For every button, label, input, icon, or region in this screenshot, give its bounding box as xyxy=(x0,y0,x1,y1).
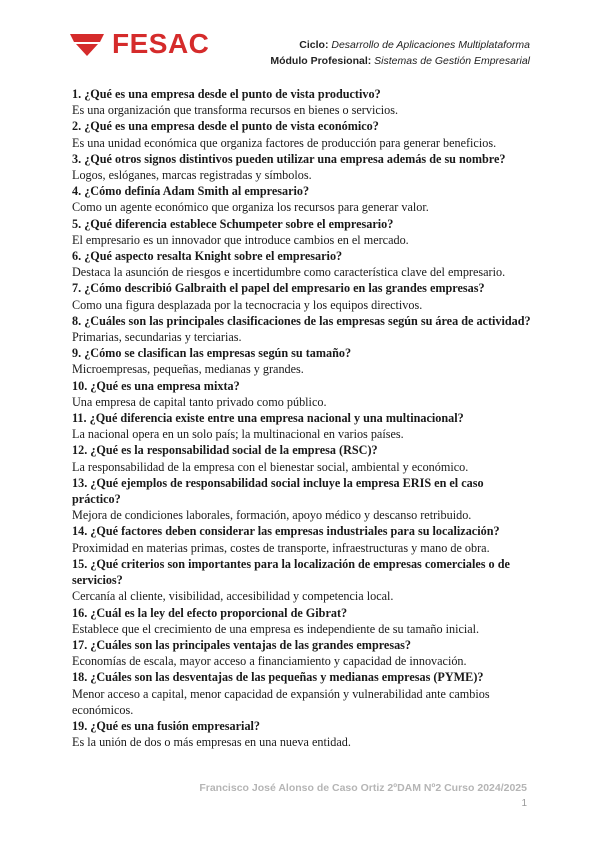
question: 13. ¿Qué ejemplos de responsabilidad social incluye la empresa ERIS en el caso práctico? xyxy=(72,475,484,507)
question: 15. ¿Qué criterios son importantes para la localización de empresas comerciales o de servicios? xyxy=(72,556,510,588)
qa-item xyxy=(72,410,532,442)
answer: Es una unidad económica que organiza factores de producción para generar beneficios. xyxy=(72,135,497,150)
qa-item xyxy=(72,216,532,248)
question: 14. ¿Qué factores deben considerar las empresas industriales para su localización? xyxy=(72,524,500,539)
answer: Logos, eslóganes, marcas registradas y símbolos. xyxy=(72,168,312,183)
answer: Como un agente económico que organiza los recursos para generar valor. xyxy=(72,200,429,215)
ciclo-value: Desarrollo de Aplicaciones Multiplataforma xyxy=(331,39,530,51)
fesac-logo-icon xyxy=(70,32,104,56)
question: 2. ¿Qué es una empresa desde el punto de vista económico? xyxy=(72,119,379,134)
question: 6. ¿Qué aspecto resalta Knight sobre el empresario? xyxy=(72,249,343,264)
qa-item xyxy=(72,605,532,637)
question: 9. ¿Cómo se clasifican las empresas según su tamaño? xyxy=(72,346,352,361)
question: 7. ¿Cómo describió Galbraith el papel del empresario en las grandes empresas? xyxy=(72,281,485,296)
question: 17. ¿Cuáles son las principales ventajas de las grandes empresas? xyxy=(72,637,412,652)
answer: Menor acceso a capital, menor capacidad de expansión y vulnerabilidad ante cambios económicos. xyxy=(72,686,490,717)
qa-item xyxy=(72,248,532,280)
qa-item xyxy=(72,556,532,605)
qa-item xyxy=(72,151,532,183)
answer: Una empresa de capital tanto privado como público. xyxy=(72,394,327,409)
qa-item xyxy=(72,280,532,312)
question: 11. ¿Qué diferencia existe entre una empresa nacional y una multinacional? xyxy=(72,411,464,426)
qa-list xyxy=(72,86,532,750)
answer: Microempresas, pequeñas, medianas y grandes. xyxy=(72,362,304,377)
logo-text: FESAC xyxy=(112,28,210,59)
qa-item xyxy=(72,669,532,718)
qa-item xyxy=(72,183,532,215)
qa-item xyxy=(72,475,532,524)
qa-item xyxy=(72,442,532,474)
answer: Es una organización que transforma recursos en bienes o servicios. xyxy=(72,103,399,118)
question: 12. ¿Qué es la responsabilidad social de la empresa (RSC)? xyxy=(72,443,378,458)
question: 5. ¿Qué diferencia establece Schumpeter sobre el empresario? xyxy=(72,216,394,231)
page-number: 1 xyxy=(521,798,527,809)
qa-item xyxy=(72,637,532,669)
question: 18. ¿Cuáles son las desventajas de las pequeñas y medianas empresas (PYME)? xyxy=(72,670,484,685)
ciclo-label: Ciclo xyxy=(299,39,325,51)
footer-author: Francisco José Alonso de Caso Ortiz 2ºDAM Nº2 Curso 2024/2025 xyxy=(199,782,527,794)
answer: La nacional opera en un solo país; la multinacional en varios países. xyxy=(72,427,404,442)
answer: El empresario es un innovador que introduce cambios en el mercado. xyxy=(72,232,409,247)
answer: Proximidad en materias primas, costes de transporte, infraestructuras y mano de obra. xyxy=(72,540,490,555)
question: 8. ¿Cuáles son las principales clasificaciones de las empresas según su área de actividad? xyxy=(72,313,531,328)
question: 1. ¿Qué es una empresa desde el punto de vista productivo? xyxy=(72,87,381,101)
page-footer xyxy=(199,780,527,812)
qa-item xyxy=(72,345,532,377)
answer: Primarias, secundarias y terciarias. xyxy=(72,330,242,345)
question: 3. ¿Qué otros signos distintivos pueden utilizar una empresa además de su nombre? xyxy=(72,151,506,166)
fesac-logo xyxy=(70,30,209,58)
modulo-label: Módulo Profesional: xyxy=(270,55,372,67)
question: 4. ¿Cómo definía Adam Smith al empresario? xyxy=(72,184,310,199)
qa-item xyxy=(72,378,532,410)
answer: Es la unión de dos o más empresas en una nueva entidad. xyxy=(72,735,351,750)
answer: Cercanía al cliente, visibilidad, accesibilidad y competencia local. xyxy=(72,589,394,604)
qa-item xyxy=(72,718,532,750)
answer: Economías de escala, mayor acceso a financiamiento y capacidad de innovación. xyxy=(72,654,467,669)
answer: Destaca la asunción de riesgos e incertidumbre como característica clave del empresario. xyxy=(72,265,506,280)
question: 10. ¿Qué es una empresa mixta? xyxy=(72,378,240,393)
modulo-line xyxy=(270,53,530,69)
modulo-value: Sistemas de Gestión Empresarial xyxy=(374,55,530,67)
answer: La responsabilidad de la empresa con el bienestar social, ambiental y económico. xyxy=(72,459,469,474)
question: 16. ¿Cuál es la ley del efecto proporcional de Gibrat? xyxy=(72,605,348,620)
answer: Mejora de condiciones laborales, formación, apoyo médico y descanso retribuido. xyxy=(72,508,472,523)
course-info xyxy=(270,37,530,69)
qa-item xyxy=(72,313,532,345)
question: 19. ¿Qué es una fusión empresarial? xyxy=(72,718,261,733)
answer: Establece que el crecimiento de una empresa es independiente de su tamaño inicial. xyxy=(72,621,480,636)
qa-item xyxy=(72,118,532,150)
qa-item xyxy=(72,86,532,118)
page-header xyxy=(0,0,600,80)
qa-item xyxy=(72,523,532,555)
answer: Como una figura desplazada por la tecnocracia y los equipos directivos. xyxy=(72,297,423,312)
ciclo-line: Ciclo: Desarrollo de Aplicaciones Multiplataforma xyxy=(299,39,530,51)
